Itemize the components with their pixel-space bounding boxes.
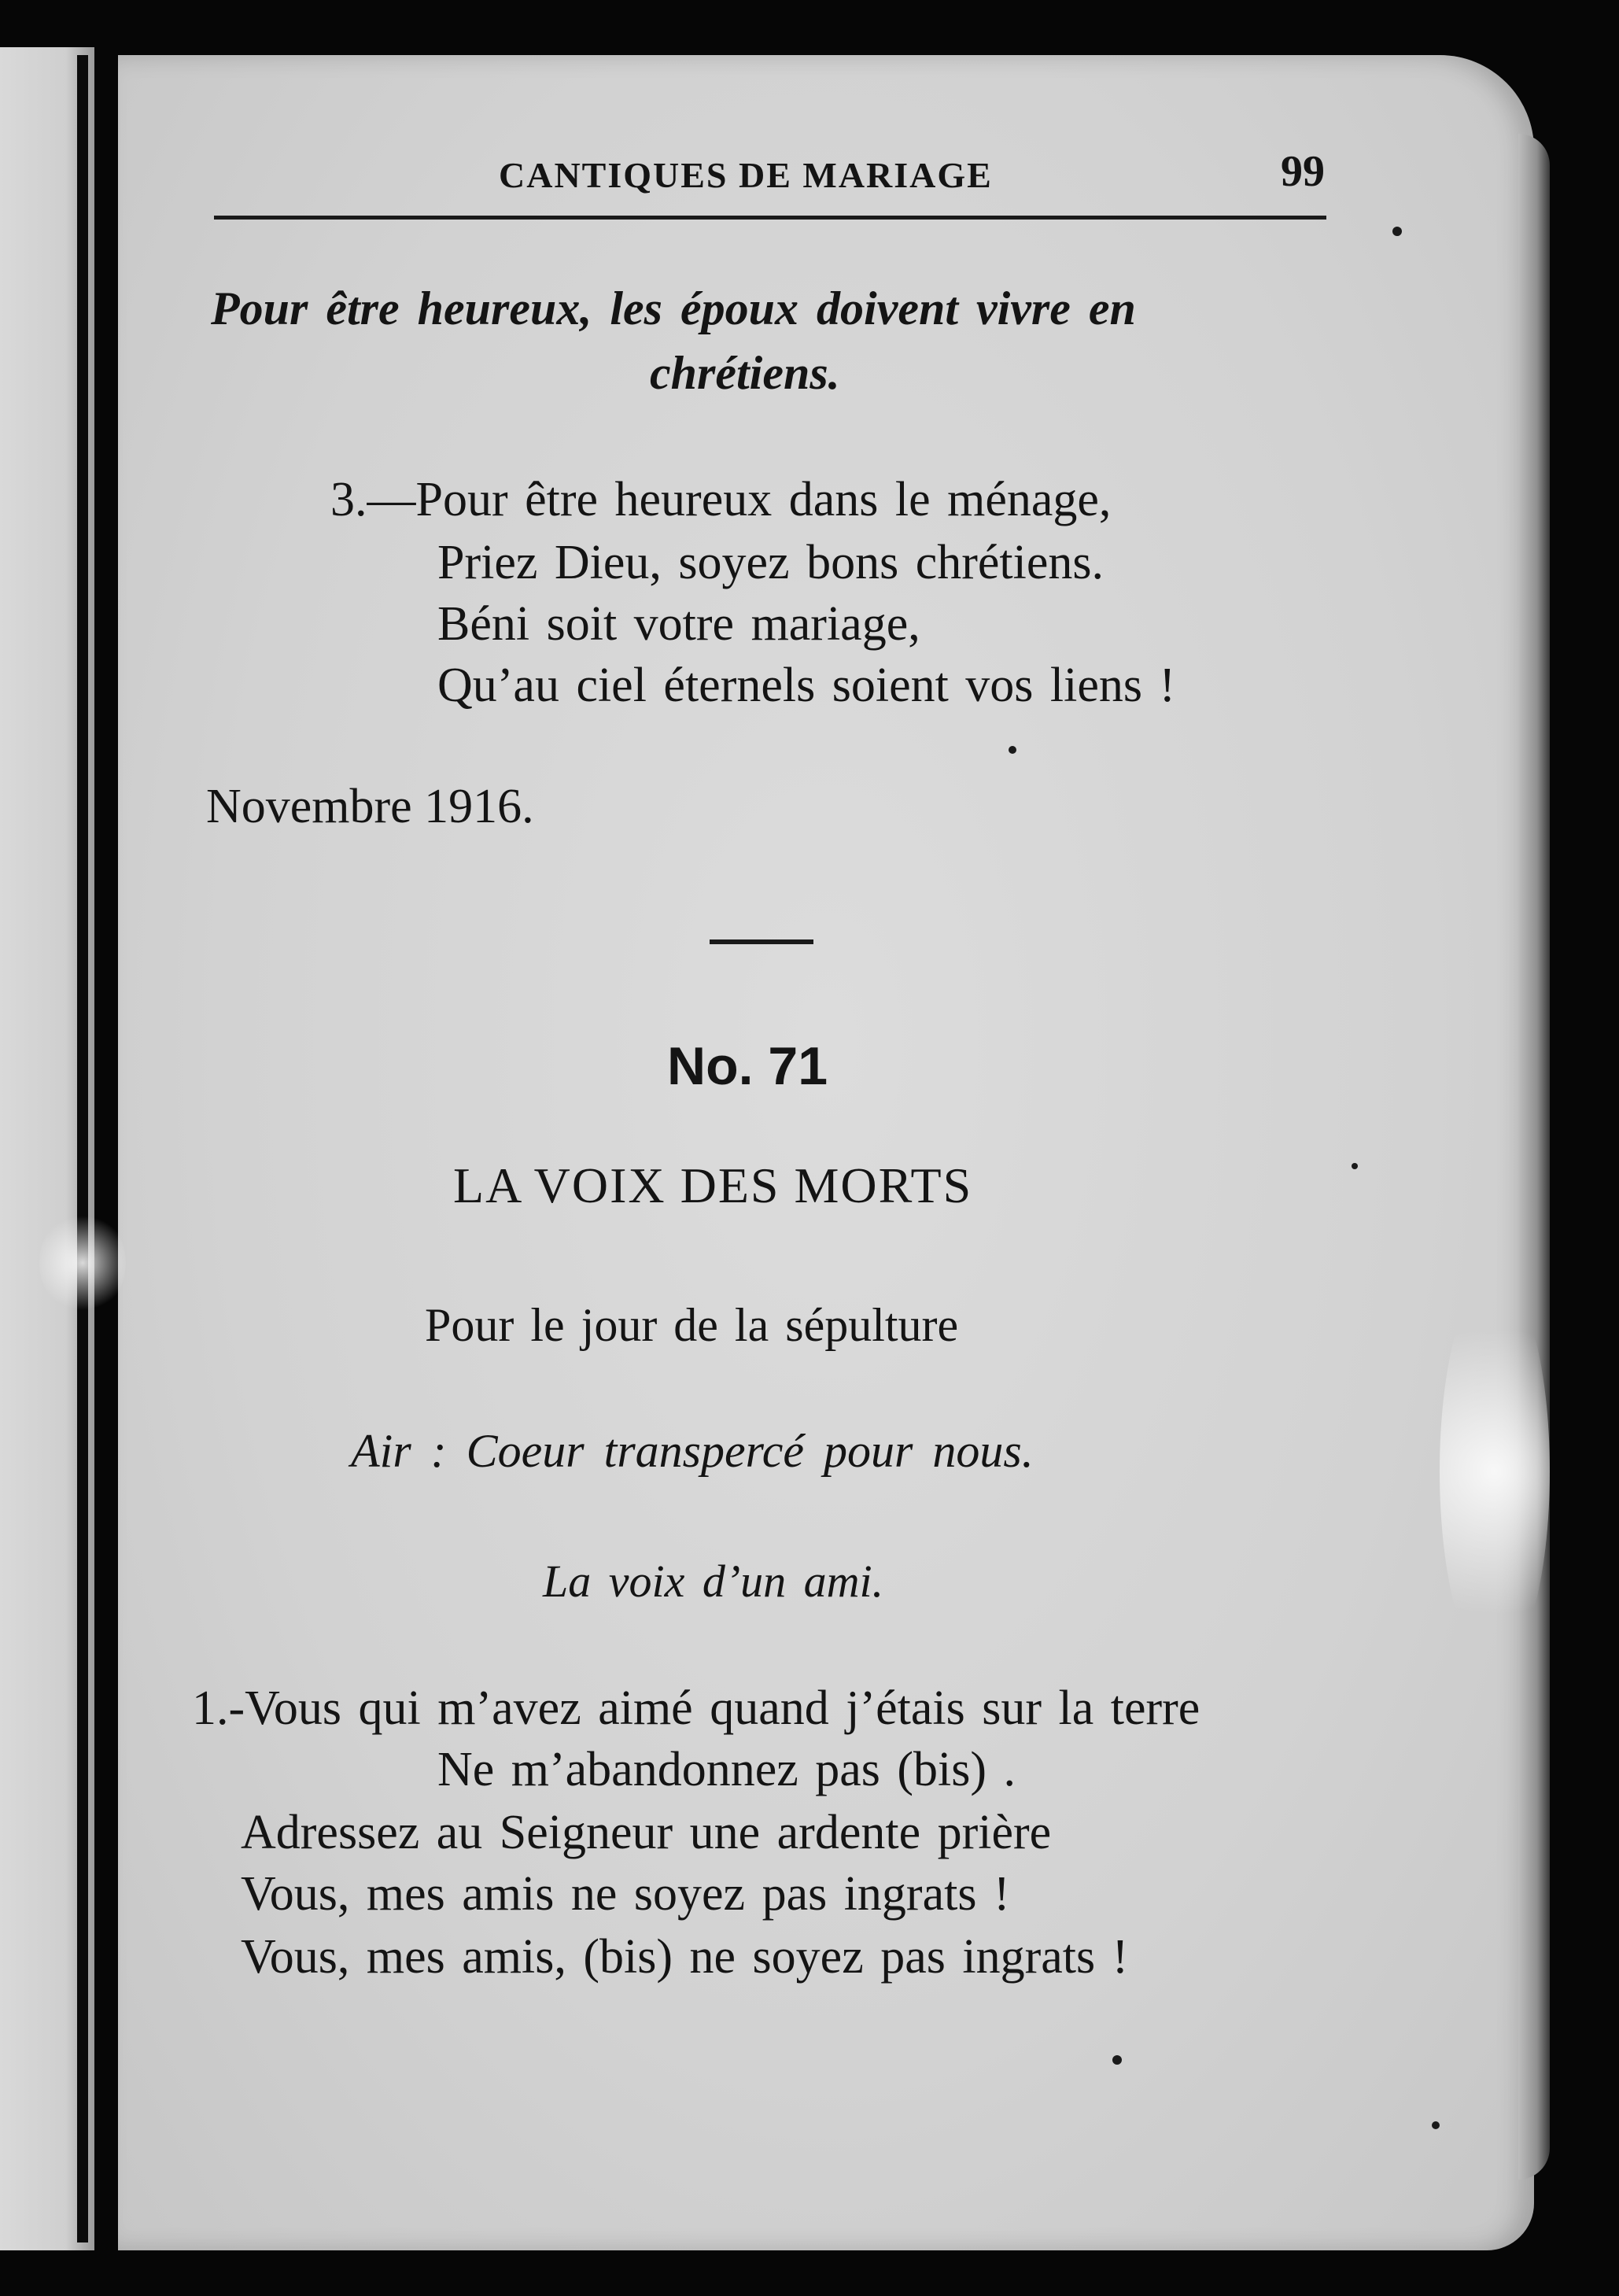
verse-3-line: Qu’au ciel éternels soient vos liens ! [437,659,1176,712]
scan-glare [39,1212,126,1314]
verse-1-line: Ne m’abandonnez pas (bis) . [437,1743,1016,1796]
running-head: CANTIQUES DE MARIAGE [499,155,993,195]
verse-1-line: Vous, mes amis ne soyez pas ingrats ! [241,1867,1010,1921]
page-curl-edge [1518,134,1550,2180]
scan-speck [1432,2121,1440,2129]
page-number: 99 [1281,147,1325,196]
verse-1-line: Adressez au Seigneur une ardente prière [241,1806,1052,1859]
scan-speck [1352,1163,1358,1169]
hymn-air: Air : Coeur transpercé pour nous. [351,1425,1034,1477]
book-gutter [77,55,88,2242]
scan-speck [1392,227,1402,236]
verse-1-line: 1.-Vous qui m’avez aimé quand j’étais sur la terre [192,1681,1200,1735]
scan-speck [1112,2055,1122,2065]
hymn-voice: La voix d’un ami. [543,1556,884,1607]
hymn-occasion: Pour le jour de la sépulture [425,1299,959,1351]
moral-line: Pour être heureux, les époux doivent vivre en [211,282,1136,334]
section-separator [710,939,813,944]
hymn-title: LA VOIX DES MORTS [453,1157,973,1213]
date-line: Novembre 1916. [206,780,534,833]
verse-3-line: 3.—Pour être heureux dans le ménage, [330,473,1112,526]
verse-1-line: Vous, mes amis, (bis) ne soyez pas ingrats ! [241,1930,1129,1984]
verse-3-line: Béni soit votre mariage, [437,597,920,651]
scan-speck [1009,746,1016,754]
hymn-number: No. 71 [667,1036,828,1096]
scan-glare [1440,1275,1550,1668]
verse-3-line: Priez Dieu, soyez bons chrétiens. [437,536,1104,589]
header-rule [214,216,1326,220]
moral-line: chrétiens. [650,347,840,399]
